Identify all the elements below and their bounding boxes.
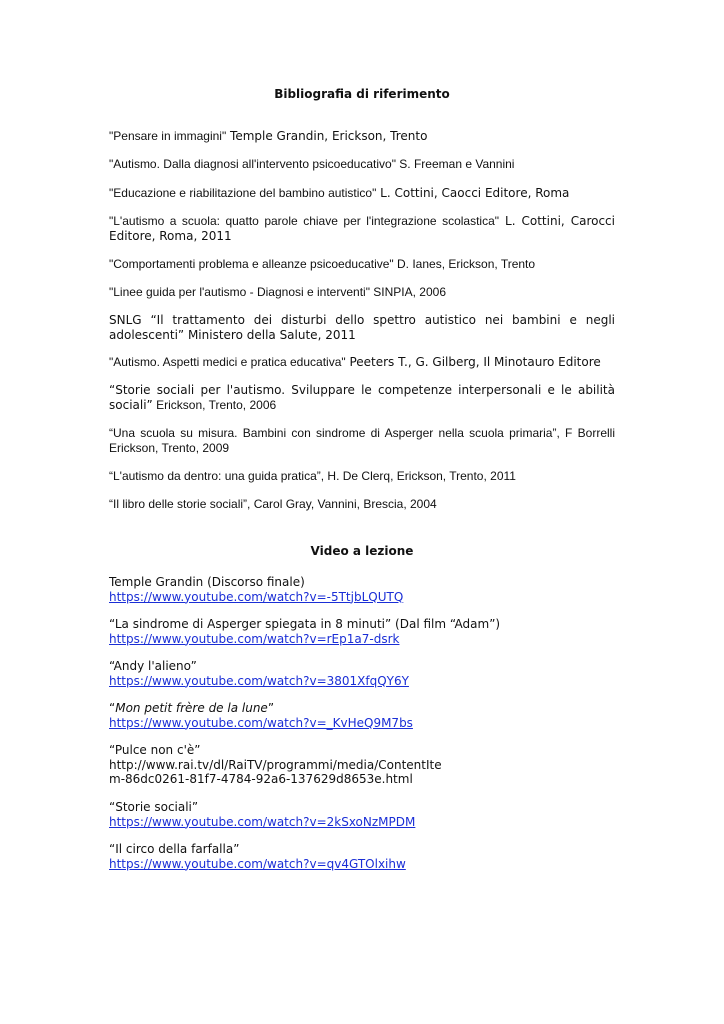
- bibliography-entry: "Comportamenti problema e alleanze psicoeducative" D. Ianes, Erickson, Trento: [109, 257, 536, 271]
- video-link[interactable]: https://www.youtube.com/watch?v=3801XfqQY6Y: [109, 673, 409, 688]
- bibliography-entry: "Pensare in immagini" Temple Grandin, Erickson, Trento: [109, 129, 428, 143]
- bibliography-entry: “L'autismo da dentro: una guida pratica”, H. De Clerq, Erickson, Trento, 2011: [109, 469, 516, 483]
- video-title: “Mon petit frère de la lune”: [109, 701, 275, 715]
- video-title: “Andy l'alieno”: [109, 659, 197, 673]
- video-title: “Il circo della farfalla”: [109, 842, 240, 856]
- bibliography-entry: “Storie sociali per l'autismo. Sviluppare le competenze interpersonali e le abilità sociali” Erickson, Trento, 2006: [109, 383, 615, 412]
- video-title: Temple Grandin (Discorso finale): [109, 575, 305, 589]
- bibliography-entry: "Linee guida per l'autismo - Diagnosi e interventi" SINPIA, 2006: [109, 285, 446, 299]
- bibliography-entry: “Una scuola su misura. Bambini con sindrome di Asperger nella scuola primaria”, F Borrelli Erickson, Trento, 2009: [109, 426, 615, 455]
- video-entry: [109, 701, 615, 730]
- bibliography-entry: "Autismo. Dalla diagnosi all'intervento psicoeducativo" S. Freeman e Vannini: [109, 157, 515, 171]
- video-link[interactable]: https://www.youtube.com/watch?v=-5TtjbLQUTQ: [109, 589, 404, 604]
- video-entry: [109, 659, 615, 688]
- video-entry: [109, 743, 615, 787]
- video-url-text: http://www.rai.tv/dl/RaiTV/programmi/media/ContentIte: [109, 757, 442, 772]
- video-url-text: m-86dc0261-81f7-4784-92a6-137629d8653e.html: [109, 772, 413, 786]
- video-entry: [109, 800, 615, 829]
- video-entry: [109, 617, 615, 646]
- video-link[interactable]: https://www.youtube.com/watch?v=_KvHeQ9M7bs: [109, 715, 413, 730]
- video-link[interactable]: https://www.youtube.com/watch?v=qv4GTOlxihw: [109, 856, 406, 871]
- heading-video: Video a lezione: [310, 544, 414, 558]
- bibliography-entry: "Educazione e riabilitazione del bambino autistico" L. Cottini, Caocci Editore, Roma: [109, 186, 570, 200]
- video-title: “La sindrome di Asperger spiegata in 8 minuti” (Dal film “Adam”): [109, 617, 501, 631]
- bibliography-entry: "Autismo. Aspetti medici e pratica educativa" Peeters T., G. Gilberg, Il Minotauro Editore: [109, 355, 601, 369]
- video-title: “Storie sociali”: [109, 800, 199, 814]
- video-link[interactable]: https://www.youtube.com/watch?v=2kSxoNzMPDM: [109, 814, 416, 829]
- video-title: “Pulce non c'è”: [109, 743, 201, 757]
- bibliography-entry: “Il libro delle storie sociali”, Carol Gray, Vannini, Brescia, 2004: [109, 497, 437, 511]
- video-link[interactable]: https://www.youtube.com/watch?v=rEp1a7-dsrk: [109, 631, 400, 646]
- bibliography-entry: "L'autismo a scuola: quatto parole chiave per l'integrazione scolastica" L. Cottini, Carocci Editore, Roma, 2011: [109, 214, 615, 243]
- bibliography-entry: SNLG “Il trattamento dei disturbi dello spettro autistico nei bambini e negli adolescenti” Ministero della Salute, 2011: [109, 313, 615, 342]
- heading-bibliography: Bibliografia di riferimento: [274, 87, 450, 101]
- video-entry: [109, 842, 615, 871]
- video-entry: [109, 575, 615, 604]
